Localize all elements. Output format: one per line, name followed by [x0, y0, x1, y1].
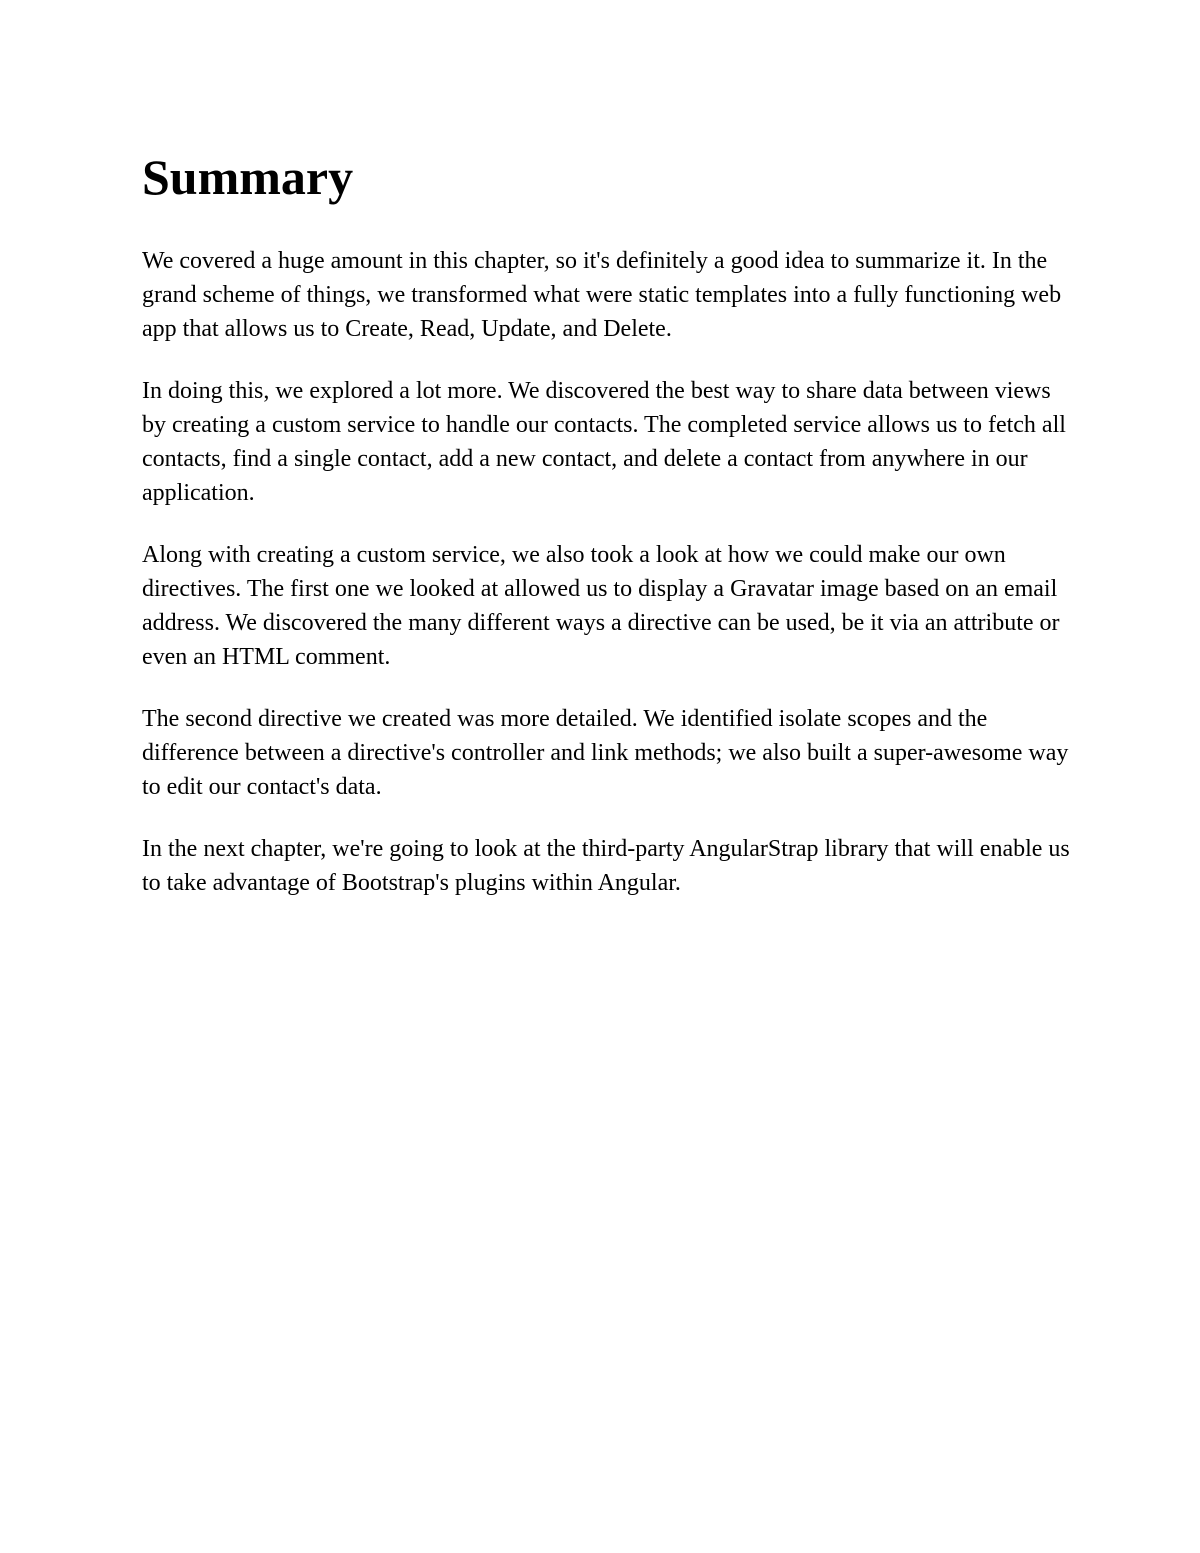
paragraph: Along with creating a custom service, we also took a look at how we could make our own directives. The first one we looked at allowed us to display a Gravatar image based on an email address. We discovered the many different ways a directive can be used, be it via an attribute or even an HTML comment. — [142, 542, 1060, 670]
document-page — [142, 146, 1072, 928]
page-title: Summary — [142, 149, 354, 205]
paragraph: We covered a huge amount in this chapter, so it's definitely a good idea to summarize it. In the grand scheme of things, we transformed what were static templates into a fully functioning web app that allows us to Create, Read, Update, and Delete. — [142, 248, 1062, 342]
paragraph: In doing this, we explored a lot more. We discovered the best way to share data between views by creating a custom service to handle our contacts. The completed service allows us to fetch all contacts, find a single contact, add a new contact, and delete a contact from anywhere in our application. — [142, 378, 1066, 506]
paragraph: The second directive we created was more detailed. We identified isolate scopes and the difference between a directive's controller and link methods; we also built a super-awesome way to edit our contact's data. — [142, 706, 1069, 800]
paragraph: In the next chapter, we're going to look at the third-party AngularStrap library that will enable us to take advantage of Bootstrap's plugins within Angular. — [142, 836, 1070, 896]
